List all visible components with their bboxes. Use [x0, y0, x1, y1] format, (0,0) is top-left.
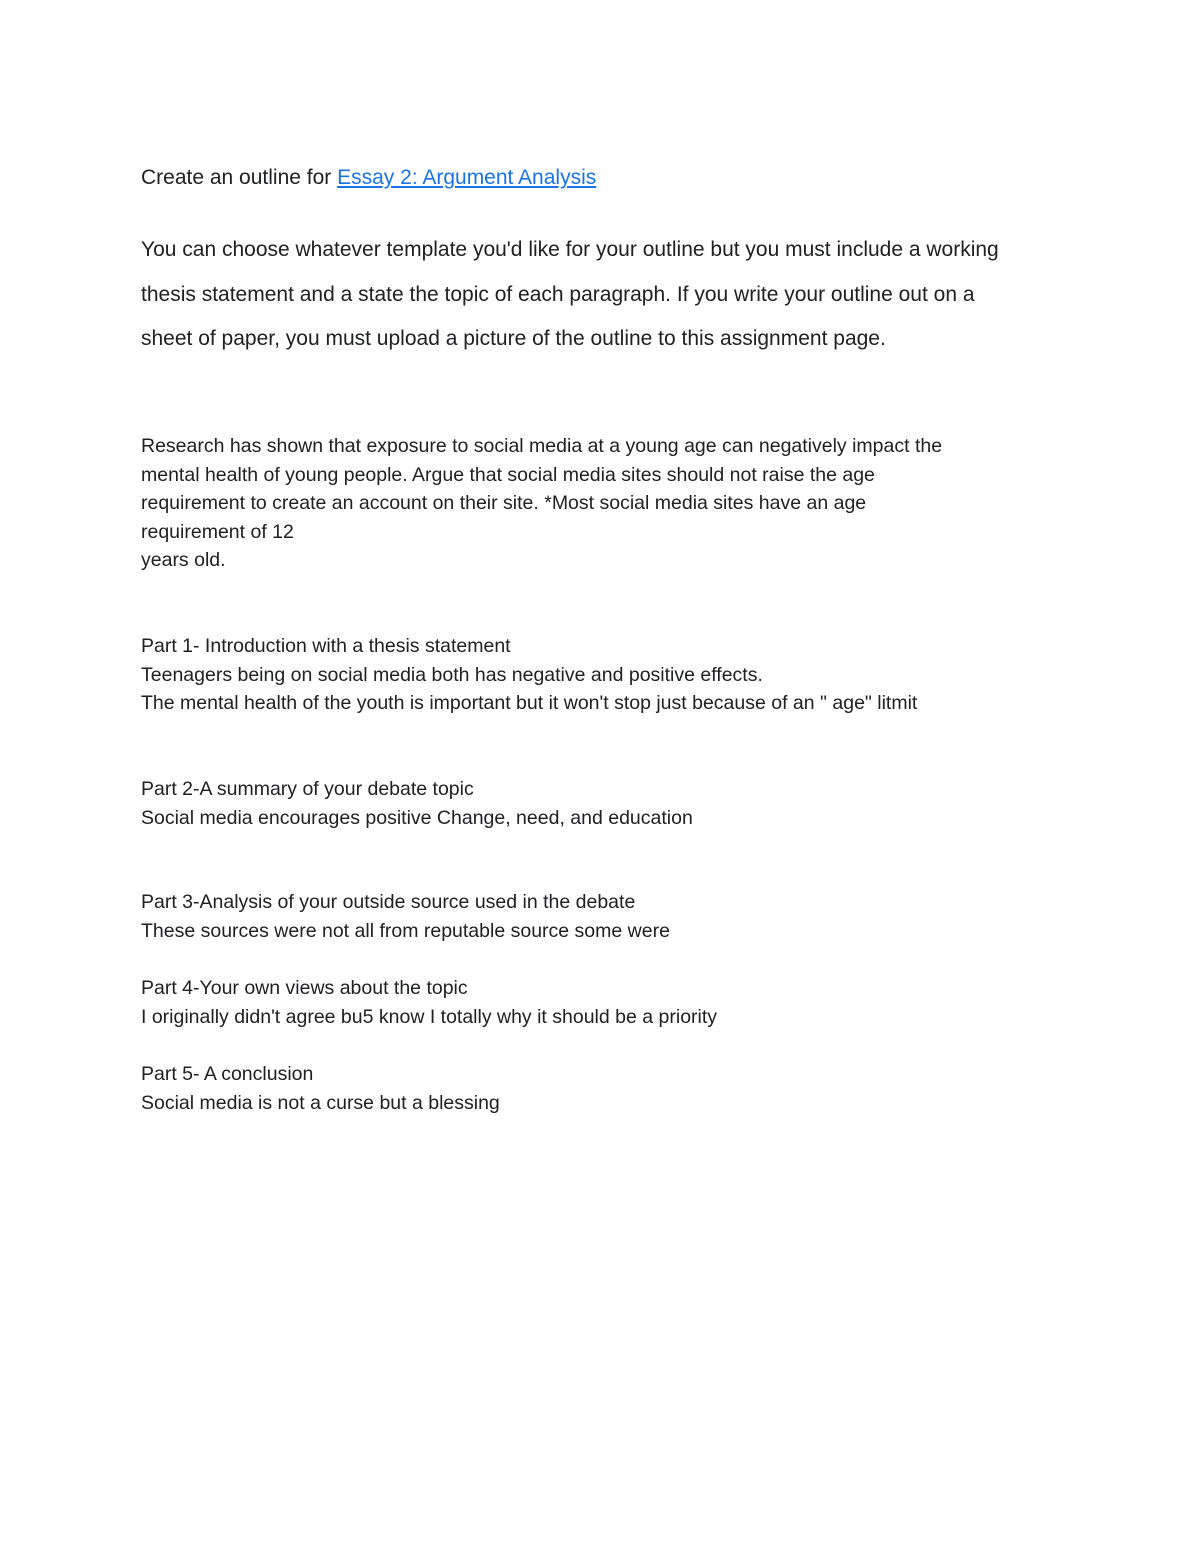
- outline-part-1: [141, 632, 1041, 718]
- part-title: Part 1- Introduction with a thesis statement: [141, 635, 511, 657]
- instructions-text: You can choose whatever template you'd like for your outline but you must include a working thesis statement and a state the topic of each paragraph. If you write your outline out on a sheet of paper, you must upload a picture of the outline to this assignment page.: [141, 238, 999, 350]
- part-line: Social media encourages positive Change, need, and education: [141, 806, 693, 829]
- outline-part-2: [141, 775, 1041, 832]
- essay-link[interactable]: Essay 2: Argument Analysis: [337, 166, 597, 189]
- part-line: Teenagers being on social media both has negative and positive effects.: [141, 663, 763, 686]
- outline-part-5: [141, 1060, 1041, 1117]
- prompt-line: Research has shown that exposure to social media at a young age can negatively impact the: [141, 435, 943, 457]
- part-line: I originally didn't agree bu5 know I totally why it should be a priority: [141, 1005, 718, 1028]
- part-title: Part 5- A conclusion: [141, 1063, 314, 1085]
- part-title: Part 4-Your own views about the topic: [141, 977, 468, 999]
- heading-prefix: Create an outline for: [141, 166, 338, 189]
- part-line: Social media is not a curse but a blessing: [141, 1091, 500, 1114]
- part-title: Part 3-Analysis of your outside source used in the debate: [141, 891, 636, 913]
- outline-part-4: [141, 974, 1041, 1031]
- assignment-heading: [141, 163, 596, 193]
- part-title: Part 2-A summary of your debate topic: [141, 778, 474, 800]
- part-line: The mental health of the youth is important but it won't stop just because of an " age" litmit: [141, 692, 918, 715]
- prompt-line: requirement of 12: [141, 520, 294, 543]
- prompt-line: mental health of young people. Argue that social media sites should not raise the age: [141, 463, 875, 486]
- part-line: These sources were not all from reputable source some were: [141, 919, 670, 942]
- instructions-paragraph: [141, 228, 1031, 362]
- prompt-line: years old.: [141, 549, 226, 572]
- debate-prompt: [141, 432, 1041, 575]
- outline-part-3: [141, 888, 1041, 945]
- prompt-line: requirement to create an account on their site. *Most social media sites have an age: [141, 492, 867, 515]
